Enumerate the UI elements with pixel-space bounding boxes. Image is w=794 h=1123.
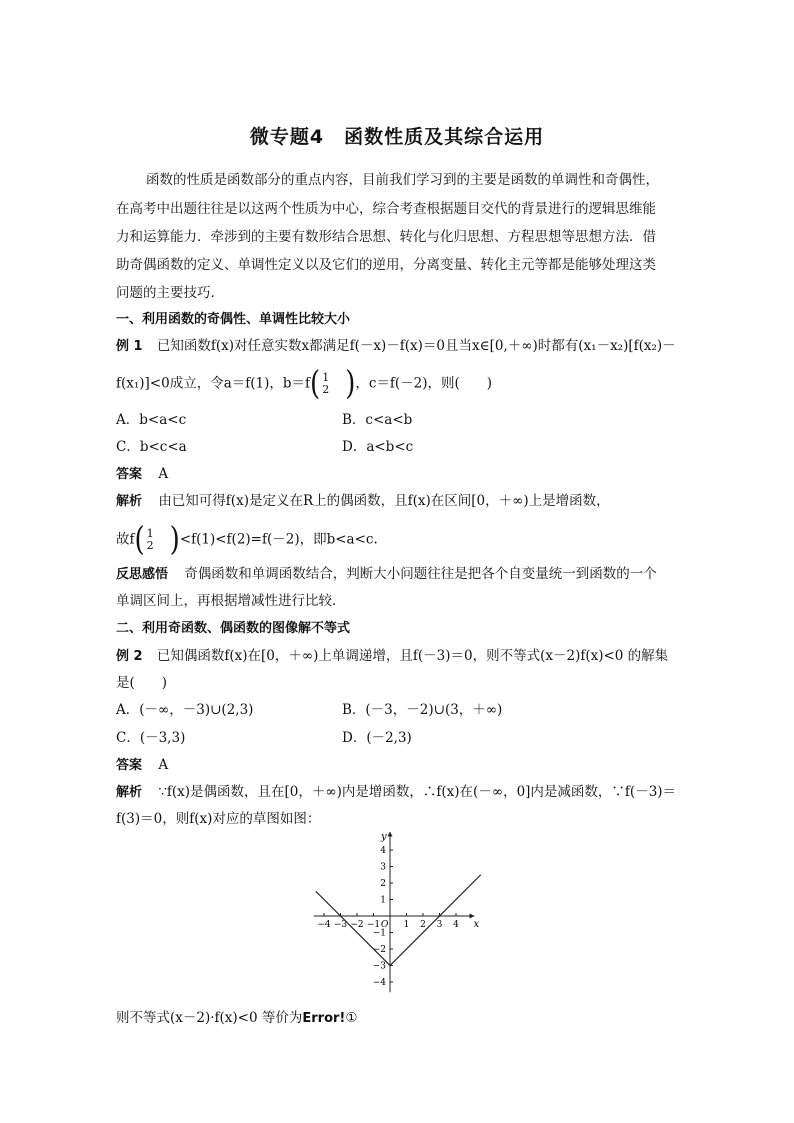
reflection-label: 反思感悟 [116,567,169,582]
analysis-text: 由已知可得f(x)是定义在R上的偶函数，且f(x)在区间[0，＋∞)上是增函数， [158,493,610,509]
analysis-label: 解析 [116,785,143,800]
analysis-line [116,782,682,803]
left-paren: ( [310,365,321,403]
option-a: A．b<a<c [116,412,187,428]
example-question-line: 是( ) [116,675,168,691]
final-line [116,1008,682,1029]
analysis-label: 解析 [116,494,143,509]
fraction [322,372,329,396]
reflection-text: 奇偶函数和单调函数结合，判断大小问题往往是把各个自变量统一到函数的一个 [184,566,657,582]
example-question-line [116,646,682,667]
section-heading: 一、利用函数的奇偶性、单调性比较大小 [116,312,351,327]
analysis-text: ∵f(x)是偶函数，且在[0，＋∞)内是增函数，∴f(x)在(－∞，0]内是减函数，∵f(－3)＝ [158,784,677,800]
example-question-line [116,365,682,403]
analysis-text: 故f [116,531,135,548]
option-d: D．a<b<c [342,439,414,455]
x-axis-arrow [470,914,475,919]
section-heading: 二、利用奇函数、偶函数的图像解不等式 [116,621,351,636]
intro-line: 力和运算能力．牵涉到的主要有数形结合思想、转化与化归思想、方程思想等思想方法．借 [116,229,656,245]
intro-line: 在高考中出题往往是以这两个性质为中心，综合考查根据题目交代的背景进行的逻辑思维能 [116,201,656,217]
analysis-line [116,491,682,512]
question-text: f(x₁)]<0成立，令a＝f(1)，b＝f [116,375,311,392]
answer-value: A [158,757,169,773]
fraction [147,528,154,552]
analysis-text: <f(1)<f(2)=f(－2)，即b<a<c. [179,531,378,548]
y-tick-label: 4 [380,846,386,856]
circled-number: ① [345,1010,358,1026]
option-c: C．(－3,3) [116,730,186,746]
answer-value: A [158,466,169,482]
final-text: 则不等式(x－2)·f(x)<0 等价为 [116,1010,303,1026]
example-question-line [116,336,682,357]
y-tick-label: −4 [372,978,386,988]
y-tick-label: 2 [380,879,386,889]
right-paren: ) [169,521,180,559]
fraction-denominator: 2 [146,539,154,552]
y-tick-label: −1 [372,928,386,939]
y-tick-label: −3 [372,961,386,972]
x-tick-label: −1 [366,920,381,930]
intro-line: 助奇偶函数的定义、单调性定义以及它们的逆用，分离变量、转化主元等都是能够处理这类 [116,257,656,273]
question-text: ，c＝f(－2)，则( ) [355,375,493,392]
option-a: A．(－∞，－3)∪(2,3) [116,702,254,718]
function-graph [300,832,490,1000]
left-paren: ( [134,521,145,559]
graph-axes [314,832,475,992]
x-tick-label: −3 [333,920,348,930]
right-paren: ) [345,365,356,403]
y-axis-label: y [381,832,387,843]
option-c: C．b<c<a [116,439,187,455]
x-tick-label: 4 [453,920,459,930]
option-b: B．(－3，－2)∪(3，＋∞) [342,702,503,718]
x-tick-label: −2 [350,920,364,930]
answer-line [116,464,682,485]
x-tick-label: 2 [420,920,426,930]
intro-line: 问题的主要技巧． [116,285,224,301]
example-label: 例 2 [116,649,143,664]
intro-line: 函数的性质是函数部分的重点内容，目前我们学习到的主要是函数的单调性和奇偶性， [146,172,659,188]
origin-label: O [381,920,389,930]
reflection-line: 单调区间上，再根据增减性进行比较． [116,593,346,609]
option-d: D．(－2,3) [342,730,412,746]
x-tick-label: −4 [317,920,331,930]
example-label: 例 1 [116,339,143,354]
x-tick-label: 1 [403,920,410,930]
analysis-line [116,521,682,559]
fraction-numerator: 1 [322,371,330,384]
fraction-denominator: 2 [322,383,330,396]
answer-label: 答案 [116,467,143,482]
question-text: 已知函数f(x)对任意实数x都满足f(－x)－f(x)＝0且当x∈[0,＋∞)时都有(x₁－x₂)[f(x₂)－ [156,338,676,354]
x-axis-label: x [473,919,480,930]
fraction-numerator: 1 [146,527,154,540]
y-tick-label: 3 [380,862,386,873]
y-tick-label: −2 [372,945,386,955]
question-text: 已知偶函数f(x)在[0，＋∞)上单调递增，且f(－3)＝0，则不等式(x－2)f(x)<0 的解集 [156,648,669,664]
option-b: B．c<a<b [342,412,413,428]
y-tick-label: 1 [380,895,386,906]
answer-label: 答案 [116,758,143,773]
reflection-line [116,564,682,585]
x-tick-label: 3 [436,920,443,930]
answer-line [116,755,682,776]
page-title: 微专题4 函数性质及其综合运用 [249,126,545,148]
error-text: Error! [302,1011,346,1026]
y-axis-arrow [388,832,393,837]
analysis-line: f(3)＝0，则f(x)对应的草图如图： [116,811,321,827]
